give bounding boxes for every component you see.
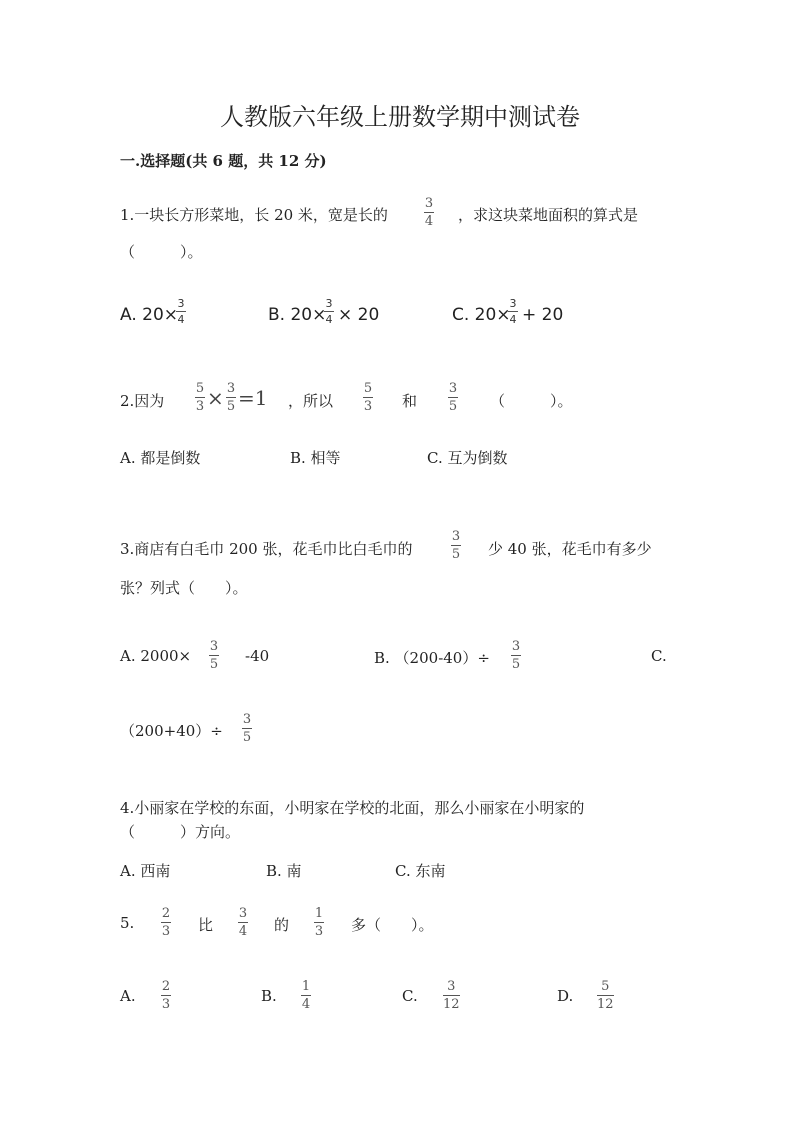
q5-opt-a-num: 2	[161, 979, 171, 994]
q1-opt-b-den: 4	[325, 313, 333, 326]
q5-text-c: 多（ ）。	[351, 916, 434, 934]
q3-opt-c-num: 3	[242, 712, 252, 727]
q1-opt-c-den: 4	[509, 313, 517, 326]
q2-f3-den: 3	[363, 399, 373, 414]
q5-frac-3	[314, 907, 324, 938]
q1-opt-c-num: 3	[509, 297, 517, 310]
q5-option-b[interactable]: B.	[261, 987, 277, 1005]
q5-opt-b-den: 4	[301, 997, 311, 1012]
q5-text-b: 的	[274, 916, 290, 934]
q2-eq-times: ×	[207, 386, 224, 410]
q2-eq-f2-num: 3	[226, 381, 236, 396]
q3-text-a: 3.商店有白毛巾 200 张，花毛巾比白毛巾的	[120, 540, 413, 558]
q1-frac-den: 4	[424, 214, 434, 229]
q5-f1-num: 2	[161, 906, 171, 921]
q1-opt-c-fraction	[508, 298, 518, 325]
q2-frac-4	[448, 382, 458, 413]
q1-opt-a-num: 3	[177, 297, 185, 310]
q5-frac-1	[161, 907, 171, 938]
q5-f2-den: 4	[238, 924, 248, 939]
q1-opt-b-post: × 20	[338, 305, 380, 325]
q2-text-c: 和	[402, 392, 418, 410]
q1-fraction	[424, 197, 434, 228]
q1-option-a[interactable]	[120, 305, 178, 325]
q5-opt-b-fraction	[301, 980, 311, 1011]
q5-opt-b-num: 1	[301, 979, 311, 994]
q2-text-a: 2.因为	[120, 392, 165, 410]
q2-eq-f1-den: 3	[195, 399, 205, 414]
q2-f4-den: 5	[448, 399, 458, 414]
q3-text-c: 张？列式（ ）。	[120, 579, 248, 597]
q5-opt-d-den: 12	[597, 997, 614, 1012]
q2-f3-num: 5	[363, 381, 373, 396]
q2-option-b[interactable]: B. 相等	[290, 449, 341, 467]
q5-f1-den: 3	[161, 924, 171, 939]
page-title: 人教版六年级上册数学期中测试卷	[220, 103, 580, 131]
q5-option-c[interactable]: C.	[402, 987, 418, 1005]
q2-text-b: ，所以	[288, 392, 334, 410]
q5-f3-num: 1	[314, 906, 324, 921]
q2-option-c[interactable]: C. 互为倒数	[427, 449, 508, 467]
q5-f3-den: 3	[314, 924, 324, 939]
q2-eq-f2-den: 5	[226, 399, 236, 414]
q1-option-c[interactable]	[452, 305, 511, 325]
q1-frac-num: 3	[424, 196, 434, 211]
q1-text-a: 1.一块长方形菜地，长 20 米，宽是长的	[120, 206, 388, 224]
q4-option-c[interactable]: C. 东南	[395, 862, 446, 880]
q5-opt-a-den: 3	[161, 997, 171, 1012]
q3-option-c[interactable]: C.	[651, 647, 667, 665]
q3-opt-a-post: -40	[245, 647, 270, 665]
q1-opt-b-fraction	[324, 298, 334, 325]
q3-option-b[interactable]: B. （200-40）÷	[374, 649, 490, 667]
q4-text-a: 4.小丽家在学校的东面，小明家在学校的北面，那么小丽家在小明家的	[120, 799, 585, 817]
q2-eq-tail: =1	[238, 386, 268, 410]
q5-opt-a-fraction	[161, 980, 171, 1011]
q3-option-a[interactable]: A. 2000×	[120, 647, 192, 665]
q5-frac-2	[238, 907, 248, 938]
section-heading: 一.选择题(共 6 题，共 12 分)	[120, 152, 327, 170]
q1-opt-b-num: 3	[325, 297, 333, 310]
q2-f4-num: 3	[448, 381, 458, 396]
q1-opt-a-label: A. 20×	[120, 305, 179, 325]
q5-f2-num: 3	[238, 906, 248, 921]
q3-fraction	[451, 530, 461, 561]
q3-opt-c-body: （200+40）÷	[120, 722, 223, 740]
q1-opt-a-den: 4	[177, 313, 185, 326]
q4-option-b[interactable]: B. 南	[266, 862, 302, 880]
q2-eq-frac-2	[226, 382, 236, 413]
q2-text-d: （ ）。	[490, 392, 573, 410]
q3-text-b: 少 40 张，花毛巾有多少	[488, 540, 652, 558]
q5-opt-d-num: 5	[601, 979, 610, 994]
q5-opt-d-fraction	[597, 980, 614, 1011]
q3-opt-b-num: 3	[511, 639, 521, 654]
q3-opt-b-fraction	[511, 640, 521, 671]
q3-opt-a-fraction	[209, 640, 219, 671]
q1-text-c: （ ）。	[120, 243, 203, 261]
q2-eq-f1-num: 5	[195, 381, 205, 396]
q3-frac-den: 5	[451, 547, 461, 562]
q1-opt-c-label: C. 20×	[452, 305, 511, 325]
q2-option-a[interactable]: A. 都是倒数	[120, 449, 201, 467]
q3-opt-c-fraction	[242, 713, 252, 744]
q1-option-b[interactable]	[268, 305, 326, 325]
q5-option-a[interactable]: A.	[120, 987, 136, 1005]
q4-option-a[interactable]: A. 西南	[120, 862, 171, 880]
q5-number: 5.	[120, 914, 135, 932]
q3-opt-c-den: 5	[242, 730, 252, 745]
q5-opt-c-num: 3	[447, 979, 456, 994]
q3-frac-num: 3	[451, 529, 461, 544]
q1-opt-b-label: B. 20×	[268, 305, 327, 325]
q3-opt-a-den: 5	[209, 657, 219, 672]
q3-opt-b-den: 5	[511, 657, 521, 672]
q2-frac-3	[363, 382, 373, 413]
q5-opt-c-den: 12	[443, 997, 460, 1012]
q5-opt-c-fraction	[443, 980, 460, 1011]
q5-text-a: 比	[198, 916, 214, 934]
q2-eq-frac-1	[195, 382, 205, 413]
q1-opt-c-post: + 20	[522, 305, 564, 325]
q3-opt-a-num: 3	[209, 639, 219, 654]
q5-option-d[interactable]: D.	[557, 987, 574, 1005]
q1-text-b: ，求这块菜地面积的算式是	[458, 206, 639, 224]
q4-text-b: （ ）方向。	[120, 823, 241, 841]
q1-opt-a-fraction	[176, 298, 186, 325]
